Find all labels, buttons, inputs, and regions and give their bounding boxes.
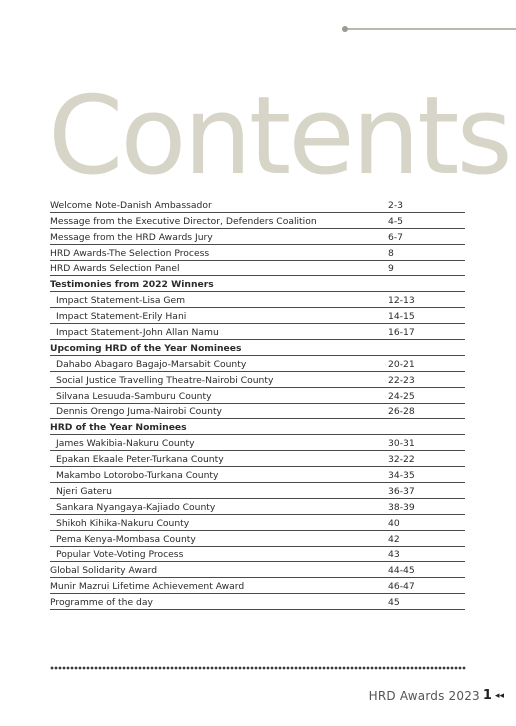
toc-row[interactable]: [50, 404, 465, 420]
toc-entry-page: 14-15: [388, 311, 415, 323]
toc-entry-page: 45: [388, 597, 400, 609]
toc-row[interactable]: [50, 388, 465, 404]
toc-entry-title: Epakan Ekaale Peter-Turkana County: [56, 454, 224, 466]
toc-entry-title: Makambo Lotorobo-Turkana County: [56, 470, 219, 482]
dotted-divider: [50, 666, 466, 670]
toc-entry-title: Shikoh Kihika-Nakuru County: [56, 517, 190, 529]
page-footer: [369, 688, 504, 704]
toc-entry-title: Global Solidarity Award: [50, 565, 158, 577]
toc-entry-page: 16-17: [388, 327, 415, 339]
top-rule-dot: [342, 26, 348, 32]
toc-entry-page: 43: [388, 549, 400, 561]
toc-entry-title: Pema Kenya-Mombasa County: [56, 533, 196, 545]
toc-entry-title: Impact Statement-Erily Hani: [56, 311, 187, 323]
toc-row[interactable]: [50, 308, 465, 324]
toc-entry-title: Dahabo Abagaro Bagajo-Marsabit County: [56, 358, 247, 370]
toc-entry-title: Sankara Nyangaya-Kajiado County: [56, 501, 216, 513]
toc-entry-page: 20-21: [388, 358, 415, 370]
toc-entry-page: 26-28: [388, 406, 415, 418]
toc-entry-page: 30-31: [388, 438, 415, 450]
toc-row[interactable]: [50, 499, 465, 515]
toc-row[interactable]: [50, 324, 465, 340]
toc-row[interactable]: [50, 356, 465, 372]
toc-entry-page: 4-5: [388, 215, 404, 227]
toc-entry-title: James Wakibia-Nakuru County: [56, 438, 195, 450]
top-rule: [345, 28, 516, 30]
toc-row[interactable]: [50, 547, 465, 563]
toc-row[interactable]: [50, 578, 465, 594]
toc-entry-page: 24-25: [388, 390, 415, 402]
toc-row[interactable]: [50, 435, 465, 451]
toc-entry-page: 46-47: [388, 581, 415, 593]
toc-entry-page: 8: [388, 247, 394, 259]
toc-row[interactable]: [50, 467, 465, 483]
footer-page-number: 1: [482, 688, 492, 703]
toc-entry-page: 32-22: [388, 454, 415, 466]
toc-section-heading[interactable]: [50, 419, 465, 435]
toc-entry-page: 40: [388, 517, 400, 529]
toc-row[interactable]: [50, 245, 465, 261]
toc-entry-title: Social Justice Travelling Theatre-Nairobi County: [56, 374, 274, 386]
double-arrow-left-icon: ◂◂: [494, 691, 504, 701]
toc-entry-title: Welcome Note-Danish Ambassador: [50, 199, 212, 211]
toc-entry-page: 2-3: [388, 199, 404, 211]
toc-entry-page: 22-23: [388, 374, 415, 386]
toc-row[interactable]: [50, 451, 465, 467]
toc-entry-page: 12-13: [388, 295, 415, 307]
toc-row[interactable]: [50, 229, 465, 245]
toc-entry-page: 42: [388, 533, 400, 545]
toc-entry-title: Dennis Orengo Juma-Nairobi County: [56, 406, 222, 418]
toc-row[interactable]: [50, 483, 465, 499]
toc-entry-page: 9: [388, 263, 394, 275]
toc-entry-title: Message from the HRD Awards Jury: [50, 231, 213, 243]
toc-entry-title: Testimonies from 2022 Winners: [50, 279, 214, 291]
toc-entry-page: 36-37: [388, 485, 415, 497]
toc-section-heading[interactable]: [50, 340, 465, 356]
toc-row[interactable]: [50, 594, 465, 610]
toc-entry-page: 44-45: [388, 565, 415, 577]
footer-brand: HRD Awards 2023: [368, 689, 480, 703]
toc-entry-title: HRD Awards-The Selection Process: [50, 247, 210, 259]
toc-row[interactable]: [50, 213, 465, 229]
toc-section-heading[interactable]: [50, 276, 465, 292]
toc-entry-title: Munir Mazrui Lifetime Achievement Award: [50, 581, 245, 593]
toc-entry-title: HRD of the Year Nominees: [50, 422, 187, 434]
toc-entry-title: Message from the Executive Director, Defenders Coalition: [50, 215, 317, 227]
toc-entry-title: Impact Statement-Lisa Gem: [56, 295, 186, 307]
table-of-contents: [50, 197, 465, 610]
toc-row[interactable]: [50, 531, 465, 547]
toc-entry-title: Impact Statement-John Allan Namu: [56, 327, 219, 339]
toc-entry-title: Programme of the day: [50, 597, 153, 609]
toc-row[interactable]: [50, 515, 465, 531]
page-title: Contents: [48, 74, 510, 199]
toc-row[interactable]: [50, 562, 465, 578]
toc-entry-page: 6-7: [388, 231, 404, 243]
toc-entry-title: Silvana Lesuuda-Samburu County: [56, 390, 212, 402]
toc-entry-page: 38-39: [388, 501, 415, 513]
toc-row[interactable]: [50, 292, 465, 308]
toc-entry-title: Njeri Gateru: [56, 485, 112, 497]
toc-entry-title: Upcoming HRD of the Year Nominees: [50, 342, 242, 354]
toc-row[interactable]: [50, 197, 465, 213]
toc-entry-page: 34-35: [388, 470, 415, 482]
toc-entry-title: Popular Vote-Voting Process: [56, 549, 184, 561]
toc-entry-title: HRD Awards Selection Panel: [50, 263, 180, 275]
toc-row[interactable]: [50, 372, 465, 388]
toc-row[interactable]: [50, 261, 465, 277]
